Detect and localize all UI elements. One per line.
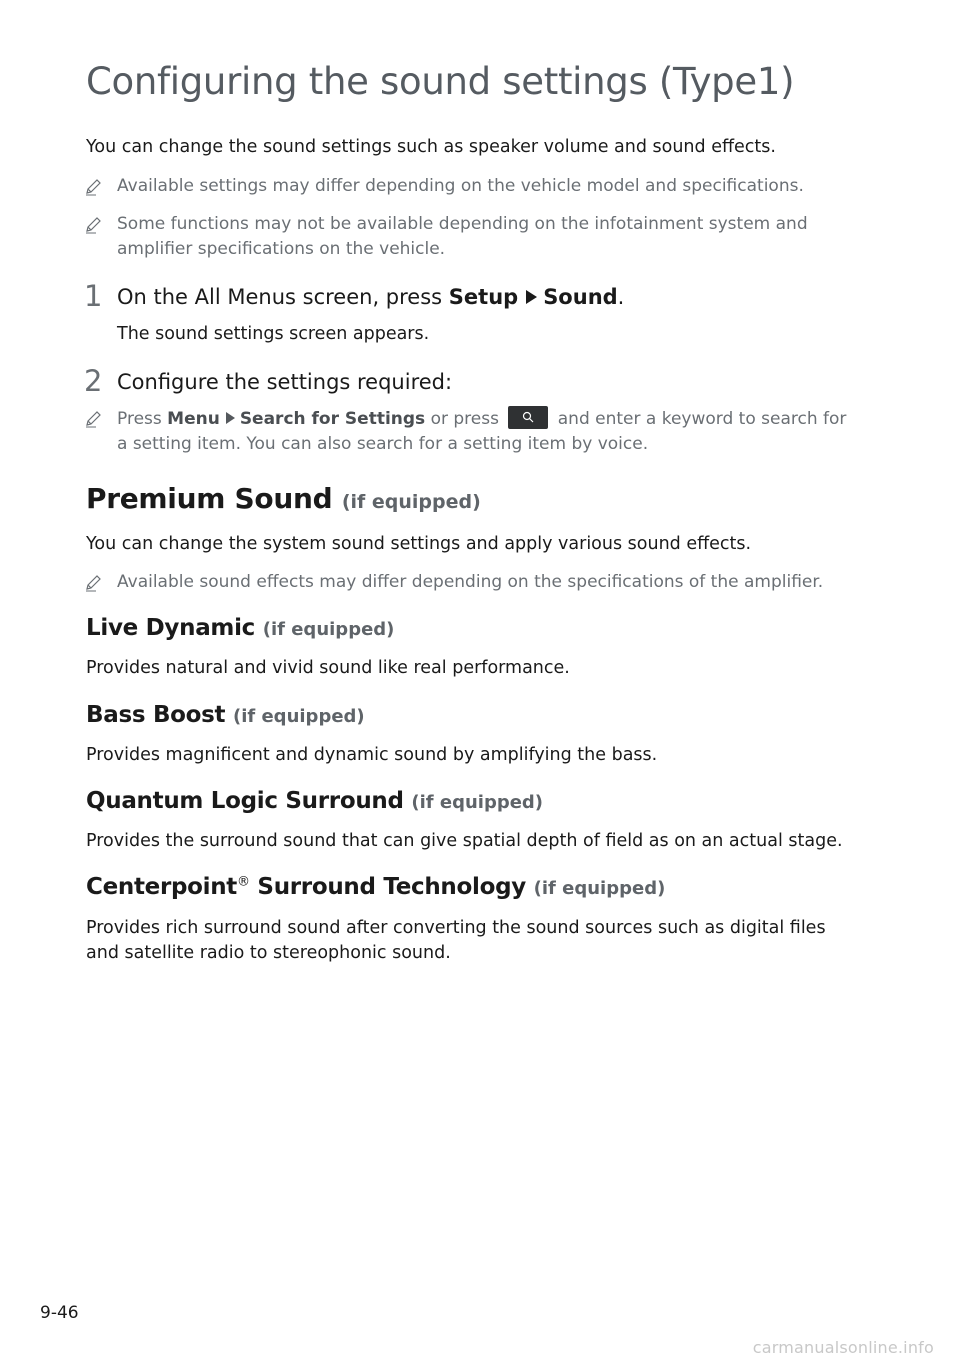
section-heading-text: Premium Sound (86, 482, 333, 515)
note-1 (86, 174, 866, 199)
premium-text: You can change the system sound settings and apply various sound effects. (86, 534, 752, 554)
step-text (117, 283, 866, 311)
page-number: 9-46 (40, 1303, 79, 1323)
note-press: Press (117, 409, 162, 429)
note-text: Available settings may differ depending on the vehicle model and specifications. (117, 176, 804, 196)
premium-note (86, 570, 866, 595)
feature-heading-bass-boost (86, 702, 365, 728)
step-number: 1 (84, 279, 103, 313)
feature-name-cont: Surround Technology (249, 874, 526, 900)
feature-desc: Provides the surround sound that can give spatial depth of field as on an actual stage. (86, 831, 843, 851)
step-1 (84, 279, 866, 313)
feature-desc: Provides natural and vivid sound like real performance. (86, 658, 570, 678)
pencil-note-icon (84, 572, 104, 592)
pencil-note-icon (84, 408, 104, 428)
feature-name: Bass Boost (86, 702, 226, 728)
pencil-note-icon (84, 214, 104, 234)
search-button-image (508, 406, 548, 429)
note-text: Some functions may not be available depending on the infotainment system and amplifier specifications on the vehicle. (117, 214, 808, 259)
if-equipped-label: (if equipped) (533, 878, 666, 899)
note-text: Available sound effects may differ depending on the specifications of the amplifier. (117, 572, 824, 592)
registered-mark: ® (237, 874, 250, 890)
feature-desc: Provides magnificent and dynamic sound by amplifying the bass. (86, 745, 658, 765)
page-title: Configuring the sound settings (Type1) (86, 60, 795, 103)
triangle-arrow-icon (226, 412, 235, 424)
step-1-result: The sound settings screen appears. (117, 324, 430, 344)
if-equipped-label: (if equipped) (262, 619, 395, 640)
feature-heading-live-dynamic (86, 615, 394, 641)
feature-name: Centerpoint (86, 874, 238, 900)
note-after-icon: and enter a keyword to search for a setting item. You can also search for a setting item by voice. (117, 409, 847, 454)
note-text (117, 406, 847, 457)
if-equipped-label: (if equipped) (232, 706, 365, 727)
intro-text: You can change the sound settings such as speaker volume and sound effects. (86, 137, 776, 157)
step-suffix: . (617, 285, 625, 309)
feature-desc: Provides rich surround sound after converting the sound sources such as digital files and satellite radio to stereophonic sound. (86, 918, 826, 963)
pencil-note-icon (84, 176, 104, 196)
menu-setup: Setup (448, 285, 519, 309)
feature-heading-centerpoint (86, 874, 665, 900)
note-or-press: or press (430, 409, 499, 429)
step-prefix: On the All Menus screen, press (117, 285, 443, 309)
step-number: 2 (84, 364, 103, 398)
step-text: Configure the settings required: (117, 370, 453, 394)
if-equipped-label: (if equipped) (411, 792, 544, 813)
section-heading-premium-sound (86, 482, 481, 515)
search-settings-label: Search for Settings (239, 409, 426, 429)
step-2 (84, 364, 866, 398)
note-2 (86, 212, 866, 262)
feature-heading-quantum-logic (86, 788, 543, 814)
step-2-note (86, 406, 866, 457)
menu-sound: Sound (543, 285, 618, 309)
menu-label: Menu (167, 409, 220, 429)
feature-name: Live Dynamic (86, 615, 256, 641)
if-equipped-label: (if equipped) (341, 491, 481, 513)
search-icon (522, 411, 534, 423)
triangle-arrow-icon (526, 290, 537, 304)
feature-name: Quantum Logic Surround (86, 788, 404, 814)
watermark: carmanualsonline.info (752, 1338, 934, 1357)
